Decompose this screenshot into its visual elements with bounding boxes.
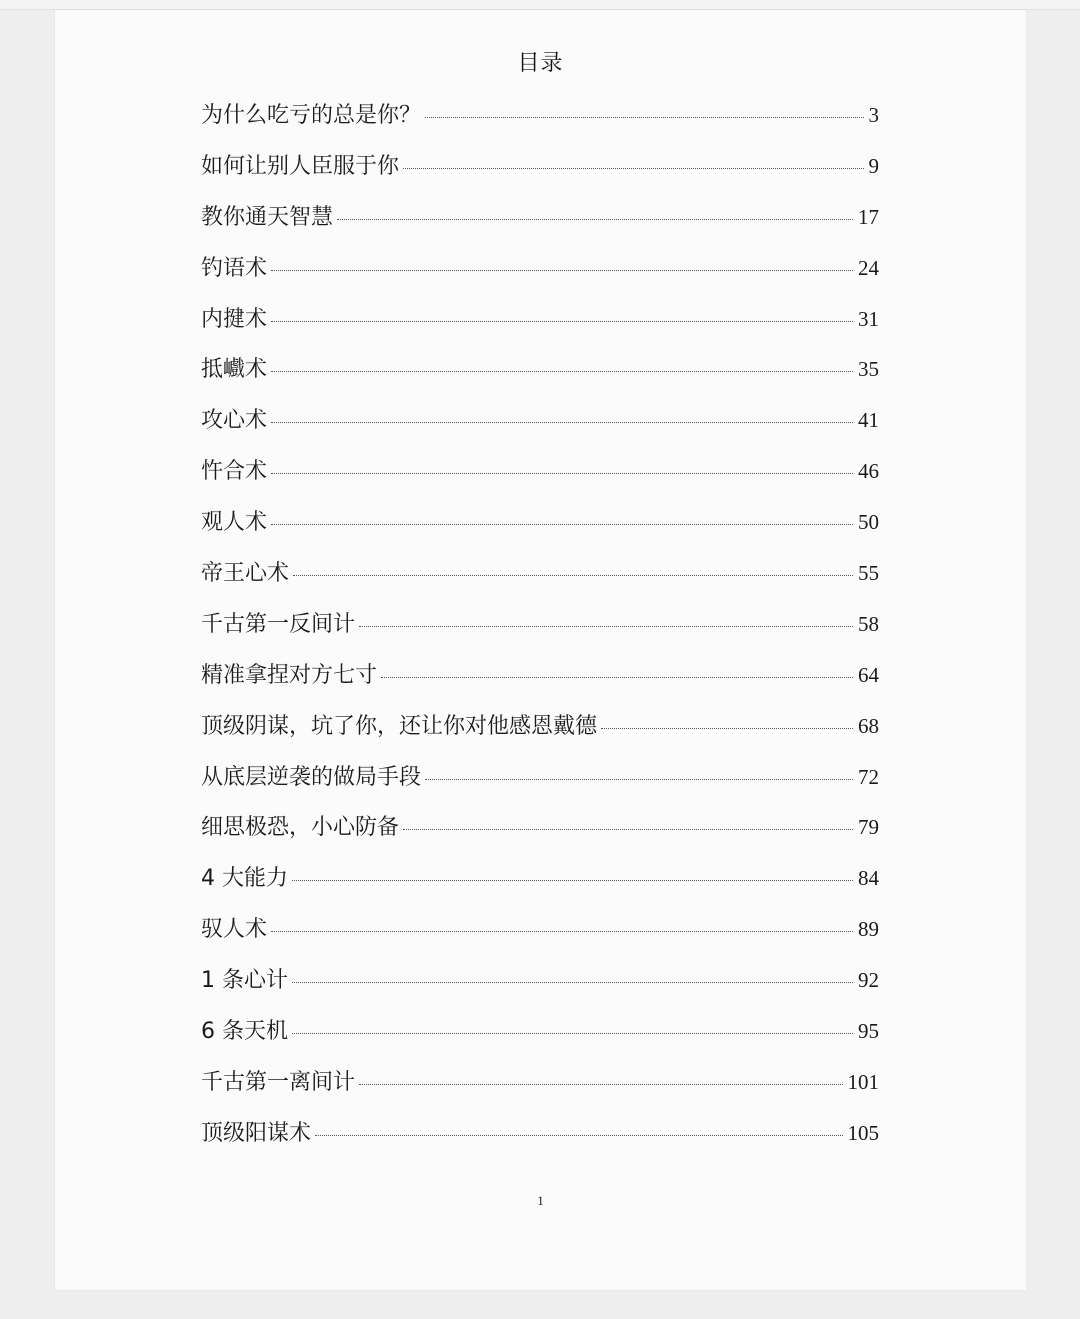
toc-entry-title: 观人术 xyxy=(201,510,268,536)
toc-entry xyxy=(201,395,879,446)
toc-entry xyxy=(201,548,879,599)
toc-entry xyxy=(201,243,879,294)
toc-entry-title: 千古第一离间计 xyxy=(201,1069,356,1095)
toc-entry-title: 从底层逆袭的做局手段 xyxy=(201,764,422,790)
toc-entry-title: 教你通天智慧 xyxy=(201,204,334,230)
toc-dot-leader xyxy=(403,168,863,169)
page-number: 1 xyxy=(537,1193,544,1208)
viewer-top-bar xyxy=(0,0,1080,10)
toc-entry-page: 50 xyxy=(858,510,879,535)
toc-entry-page: 31 xyxy=(858,306,879,331)
toc-entry-title: 钓语术 xyxy=(201,255,268,281)
page-title: 目录 xyxy=(517,51,564,76)
toc-entry xyxy=(201,650,879,701)
toc-entry-page: 9 xyxy=(868,153,879,178)
toc-entry-page: 68 xyxy=(858,713,879,738)
toc-dot-leader xyxy=(271,524,853,525)
toc-entry-title: 如何让别人臣服于你 xyxy=(201,153,400,179)
toc-dot-leader xyxy=(601,728,853,729)
toc-entry-page: 89 xyxy=(858,917,879,942)
toc-entry-title: 1 条心计 xyxy=(201,968,288,994)
toc-dot-leader xyxy=(425,779,853,780)
toc-entry-page: 84 xyxy=(858,866,879,891)
toc-entry-page: 35 xyxy=(858,357,879,382)
toc-entry-page: 46 xyxy=(858,459,879,484)
toc-dot-leader xyxy=(403,829,853,830)
document-page xyxy=(55,10,1026,1290)
toc-dot-leader xyxy=(381,677,853,678)
toc-dot-leader xyxy=(292,1033,853,1034)
toc-entry xyxy=(201,802,879,853)
toc-entry xyxy=(201,192,879,243)
toc-entry-title: 攻心术 xyxy=(201,408,268,434)
toc-dot-leader xyxy=(359,626,853,627)
toc-dot-leader xyxy=(292,982,853,983)
toc-entry-title: 抵巇术 xyxy=(201,357,268,383)
toc-entry xyxy=(201,1006,879,1057)
toc-entry xyxy=(201,599,879,650)
toc-entry-title: 帝王心术 xyxy=(201,561,290,587)
toc-entry-page: 17 xyxy=(858,204,879,229)
toc-entry-page: 95 xyxy=(858,1019,879,1044)
toc-dot-leader xyxy=(271,422,853,423)
toc-entry xyxy=(201,1108,879,1159)
toc-entry-page: 64 xyxy=(858,662,879,687)
toc-entry-title: 驭人术 xyxy=(201,917,268,943)
toc-dot-leader xyxy=(293,575,853,576)
toc-entry-page: 105 xyxy=(847,1120,879,1145)
toc-entry-page: 92 xyxy=(858,968,879,993)
toc-entry xyxy=(201,446,879,497)
toc-entry-title: 顶级阳谋术 xyxy=(201,1120,312,1146)
toc-entry xyxy=(201,344,879,395)
toc-entry xyxy=(201,955,879,1006)
toc-entry xyxy=(201,701,879,752)
toc-entry xyxy=(201,294,879,345)
toc-dot-leader xyxy=(337,219,853,220)
toc-entry xyxy=(201,1057,879,1108)
toc-dot-leader xyxy=(315,1135,842,1136)
toc-entry-page: 55 xyxy=(858,561,879,586)
toc-entry xyxy=(201,853,879,904)
toc-entry xyxy=(201,141,879,192)
toc-entry-page: 41 xyxy=(858,408,879,433)
toc-entry-page: 101 xyxy=(847,1069,879,1094)
toc-entry-page: 58 xyxy=(858,611,879,636)
toc-dot-leader xyxy=(271,270,853,271)
toc-entry-title: 千古第一反间计 xyxy=(201,611,356,637)
toc-entry-title: 内揵术 xyxy=(201,306,268,332)
toc-entry-title: 顶级阴谋，坑了你，还让你对他感恩戴德 xyxy=(201,713,598,739)
toc-dot-leader xyxy=(425,117,863,118)
toc-entry-title: 为什么吃亏的总是你？ xyxy=(201,103,422,128)
toc-dot-leader xyxy=(292,880,853,881)
toc-entry-title: 4 大能力 xyxy=(201,866,288,892)
toc-entry xyxy=(201,904,879,955)
toc-entry xyxy=(201,90,879,141)
toc-dot-leader xyxy=(271,371,853,372)
toc-dot-leader xyxy=(271,473,853,474)
toc-entry-title: 忤合术 xyxy=(201,459,268,485)
toc-dot-leader xyxy=(271,931,853,932)
toc-entry xyxy=(201,752,879,803)
toc-entry-title: 6 条天机 xyxy=(201,1019,288,1045)
table-of-contents xyxy=(201,90,879,1159)
toc-entry-page: 79 xyxy=(858,815,879,840)
toc-dot-leader xyxy=(359,1084,842,1085)
toc-entry-page: 3 xyxy=(868,103,879,127)
toc-entry xyxy=(201,497,879,548)
toc-entry-title: 细思极恐，小心防备 xyxy=(201,815,400,841)
toc-dot-leader xyxy=(271,321,853,322)
toc-entry-title: 精准拿捏对方七寸 xyxy=(201,662,378,688)
toc-entry-page: 72 xyxy=(858,764,879,789)
toc-entry-page: 24 xyxy=(858,255,879,280)
